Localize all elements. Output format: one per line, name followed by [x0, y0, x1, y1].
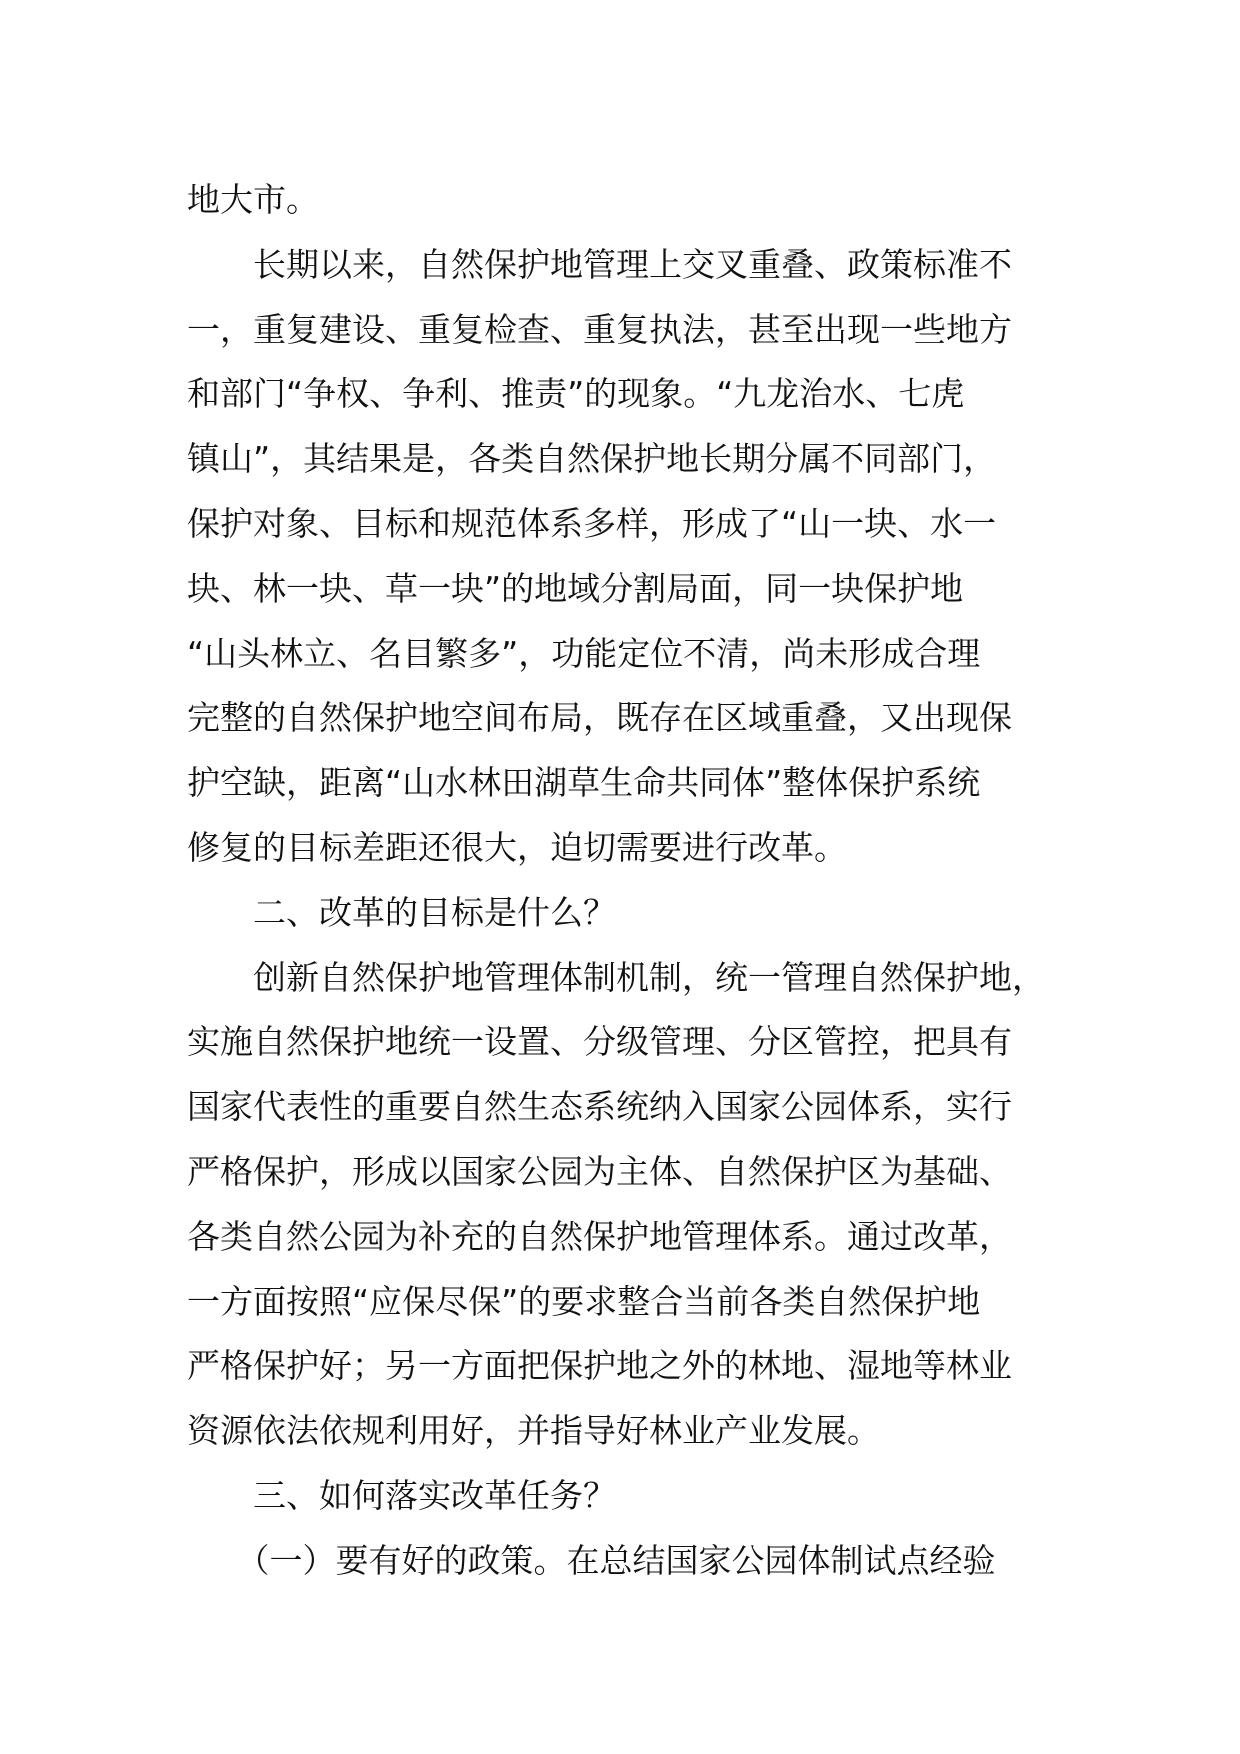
text-line: 护空缺，距离“山水林田湖草生命共同体”整体保护系统 [187, 763, 981, 803]
text-line: 块、林一块、草一块”的地域分割局面，同一块保护地 [187, 568, 964, 608]
section-heading: 三、如何落实改革任务？ [187, 1475, 616, 1515]
text-line: 资源依法依规利用好，并指导好林业产业发展。 [187, 1411, 880, 1451]
text-line: 地大市。 [187, 180, 319, 219]
text-line: 修复的目标差距还很大，迫切需要进行改革。 [187, 827, 847, 867]
text-line: 一方面按照“应保尽保”的要求整合当前各类自然保护地 [187, 1281, 981, 1321]
text-line: 创新自然保护地管理体制机制，统一管理自然保护地， [187, 957, 1045, 997]
text-line: “山头林立、名目繁多”，功能定位不清，尚未形成合理 [187, 633, 981, 673]
text-line: 保护对象、目标和规范体系多样，形成了“山一块、水一 [187, 503, 997, 543]
text-line: 国家代表性的重要自然生态系统纳入国家公园体系，实行 [187, 1087, 1012, 1127]
text-line: 镇山”，其结果是，各类自然保护地长期分属不同部门， [187, 439, 997, 479]
text-line: 完整的自然保护地空间布局，既存在区域重叠，又出现保 [187, 698, 1012, 738]
text-line: 严格保护好；另一方面把保护地之外的林地、湿地等林业 [187, 1346, 1012, 1386]
text-line: 和部门“争权、争利、推责”的现象。“九龙治水、七虎 [187, 374, 965, 414]
text-line: 长期以来，自然保护地管理上交叉重叠、政策标准不 [187, 244, 1012, 284]
text-line: 严格保护，形成以国家公园为主体、自然保护区为基础、 [187, 1151, 1012, 1191]
body-text [187, 168, 1087, 1594]
text-line: 实施自然保护地统一设置、分级管理、分区管控，把具有 [187, 1022, 1012, 1062]
text-line: 一，重复建设、重复检查、重复执法，甚至出现一些地方 [187, 309, 1012, 349]
section-heading: 二、改革的目标是什么？ [187, 892, 616, 932]
text-line: （一）要有好的政策。在总结国家公园体制试点经验 [187, 1540, 996, 1580]
text-line: 各类自然公园为补充的自然保护地管理体系。通过改革， [187, 1216, 1012, 1256]
